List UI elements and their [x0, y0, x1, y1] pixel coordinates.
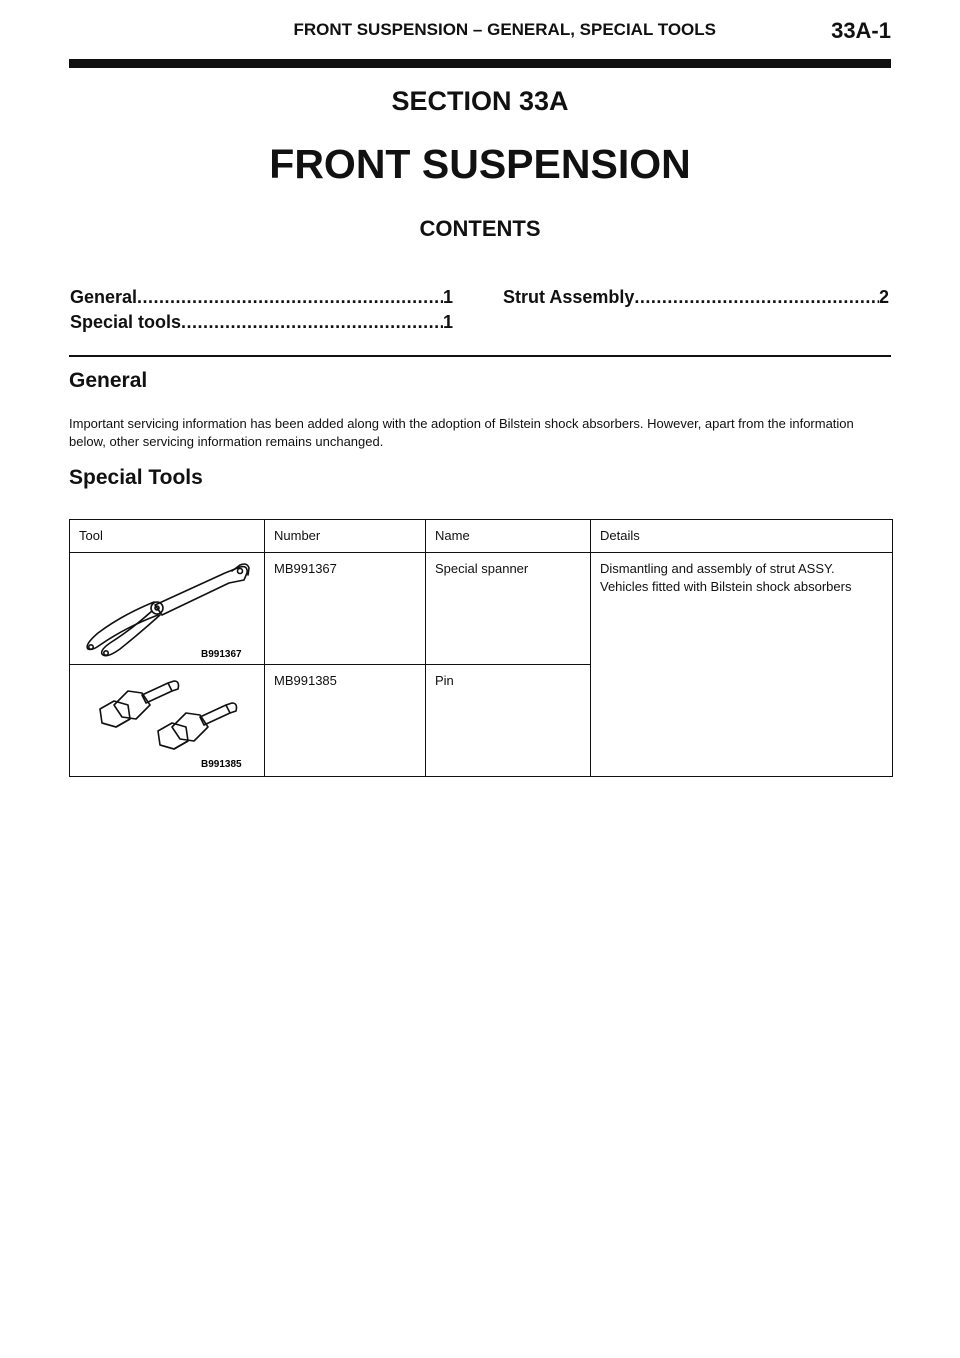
toc-entry-strut-assembly[interactable] [503, 287, 889, 312]
toc-left-column [70, 287, 453, 337]
toc-entry-page: 1 [442, 312, 453, 332]
toc-entry-page: 2 [878, 287, 889, 307]
details-line: Dismantling and assembly of strut ASSY. [600, 561, 835, 576]
tool-name-cell: Pin [426, 665, 591, 777]
special-tools-table [69, 519, 893, 777]
toc-entry-general[interactable] [70, 287, 453, 312]
tool-name-cell: Special spanner [426, 553, 591, 665]
toc-leader-dots [181, 312, 443, 333]
special-spanner-illustration [70, 553, 265, 664]
section-label: SECTION 33A [391, 86, 569, 116]
details-line: Vehicles fitted with Bilstein shock absorbers [600, 579, 852, 594]
column-header-number: Number [265, 520, 426, 553]
running-header-title: FRONT SUSPENSION – GENERAL, SPECIAL TOOLS [293, 20, 716, 39]
table-header-row [70, 520, 893, 553]
toc-entry-page: 1 [442, 287, 453, 307]
toc-right-column [503, 287, 889, 312]
special-tools-heading: Special Tools [69, 466, 203, 489]
toc-leader-dots [137, 287, 443, 308]
toc-entry-label: General [70, 287, 138, 307]
tool-number-cell: MB991367 [265, 553, 426, 665]
figure-label: B991385 [201, 759, 242, 770]
pin-illustration [70, 665, 265, 776]
header-rule [69, 59, 891, 68]
column-header-details: Details [591, 520, 893, 553]
contents-heading: CONTENTS [419, 216, 541, 241]
figure-label: B991367 [201, 649, 242, 660]
column-header-tool: Tool [70, 520, 265, 553]
tool-details-cell [591, 553, 893, 777]
toc-entry-label: Strut Assembly [503, 287, 635, 307]
tool-image-cell [70, 553, 265, 665]
toc-leader-dots [634, 287, 879, 308]
page-number: 33A-1 [831, 18, 891, 43]
general-paragraph: Important servicing information has been added along with the adoption of Bilstein shock absorbers. However, apart from the information below, other servicing information remains unchanged. [69, 416, 854, 449]
main-title: FRONT SUSPENSION [269, 141, 691, 187]
column-header-name: Name [426, 520, 591, 553]
tool-image-cell [70, 665, 265, 777]
toc-entry-special-tools[interactable] [70, 312, 453, 337]
toc-entry-label: Special tools [70, 312, 182, 332]
contents-divider [69, 355, 891, 357]
tool-number-cell: MB991385 [265, 665, 426, 777]
general-heading: General [69, 369, 148, 392]
table-row [70, 553, 893, 665]
